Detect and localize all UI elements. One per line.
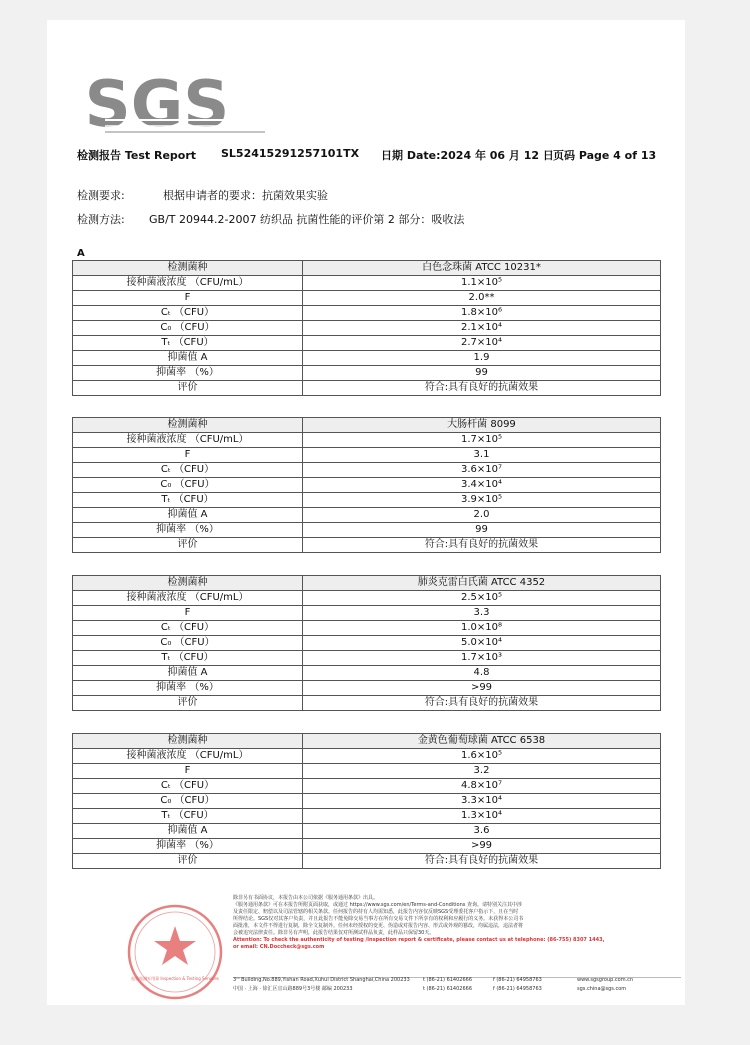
row-value: 2.1×10⁴ — [303, 321, 661, 336]
table-row — [73, 463, 661, 478]
row-label: F — [73, 291, 303, 306]
sgs-logo-text: SGS — [84, 68, 230, 142]
row-label: 评价 — [73, 854, 303, 869]
table-row — [73, 621, 661, 636]
telephone: t (86-21) 61402666 — [423, 986, 473, 992]
row-value: 5.0×10⁴ — [303, 636, 661, 651]
row-value: 2.7×10⁴ — [303, 336, 661, 351]
doccheck-email[interactable]: or email: CN.Doccheck@sgs.com — [233, 944, 325, 950]
fax-block — [493, 976, 542, 994]
address-cn: 中国 · 上海 · 徐汇区宜山路889号3号楼 邮编 200233 — [233, 986, 353, 992]
table-row — [73, 779, 661, 794]
row-value: 2.0 — [303, 508, 661, 523]
row-label: Tₜ （CFU） — [73, 809, 303, 824]
table-row — [73, 794, 661, 809]
row-value: 2.5×10⁵ — [303, 591, 661, 606]
table-row — [73, 321, 661, 336]
table-row — [73, 291, 661, 306]
legal-line: 所得结论。SGS仅对其客户负责，并且此报告不能免除交易当事方在所有交易文件下所享有的权利和应履行的义务。未获得本公司书 — [233, 916, 524, 922]
telephone: t (86-21) 61402666 — [423, 977, 473, 983]
website-link[interactable]: www.sgsgroup.com.cn — [577, 977, 634, 983]
official-stamp — [119, 896, 231, 1008]
table-row — [73, 824, 661, 839]
row-label: 抑菌值 A — [73, 508, 303, 523]
row-value: 1.1×10⁵ — [303, 276, 661, 291]
row-value: 1.8×10⁶ — [303, 306, 661, 321]
table-row — [73, 651, 661, 666]
legal-notice — [233, 895, 681, 951]
row-label: Tₜ （CFU） — [73, 336, 303, 351]
test-requirement — [77, 187, 328, 203]
table-row — [73, 366, 661, 381]
row-value: 3.6 — [303, 824, 661, 839]
row-value: 4.8×10⁷ — [303, 779, 661, 794]
legal-line: 《服务通用条款》可在本报告所附页面获取，或通过 https://www.sgs.com/en/Terms-and-Conditions 查询。请特别关注其中涉 — [233, 902, 522, 908]
table-row — [73, 749, 661, 764]
report-page — [47, 20, 685, 1005]
table-row — [73, 381, 661, 396]
row-label: 评价 — [73, 381, 303, 396]
row-value: 3.1 — [303, 448, 661, 463]
row-value: >99 — [303, 681, 661, 696]
table-header-row — [73, 261, 661, 276]
fax: f (86-21) 64958763 — [493, 986, 542, 992]
page-number: 页码 Page 4 of 13 — [553, 149, 657, 162]
row-label: 接种菌液浓度 （CFU/mL） — [73, 433, 303, 448]
legal-line: 面批准，本文件不得进行复制，除全文复制外。任何未经授权的变更、伪造或对报告内容、形式或外观的篡改，均属违法，违法者将 — [233, 923, 524, 929]
telephone-block — [423, 976, 472, 994]
requirement-label: 检测要求: — [77, 189, 125, 202]
stamp-text: 检验检测专用章 Inspection & Testing Services — [131, 976, 219, 981]
row-value: 符合:具有良好的抗菌效果 — [303, 696, 661, 711]
row-label: 接种菌液浓度 （CFU/mL） — [73, 591, 303, 606]
table-row — [73, 523, 661, 538]
row-value: 符合:具有良好的抗菌效果 — [303, 381, 661, 396]
footer — [47, 890, 685, 1005]
address-block — [233, 976, 410, 994]
row-value: 2.0** — [303, 291, 661, 306]
row-label: Tₜ （CFU） — [73, 651, 303, 666]
results-table-3 — [72, 575, 661, 711]
address-en: 3ʳᵈ Building,No.889,Yishan Road,Xuhui District Shanghai,China 200233 — [233, 977, 410, 983]
contact-email[interactable]: sgs.china@sgs.com — [577, 986, 627, 992]
report-label: 检测报告 Test Report — [77, 149, 197, 162]
table-row — [73, 306, 661, 321]
table-row — [73, 508, 661, 523]
table-row — [73, 478, 661, 493]
row-value: 99 — [303, 523, 661, 538]
row-value: 1.6×10⁵ — [303, 749, 661, 764]
table-row — [73, 336, 661, 351]
row-label: 评价 — [73, 696, 303, 711]
table-row — [73, 538, 661, 553]
section-label: A — [77, 248, 85, 259]
row-value: 1.9 — [303, 351, 661, 366]
table-row — [73, 809, 661, 824]
row-value: 1.3×10⁴ — [303, 809, 661, 824]
row-value: 3.9×10⁵ — [303, 493, 661, 508]
table-row — [73, 493, 661, 508]
results-table-1 — [72, 260, 661, 396]
row-value: 大肠杆菌 8099 — [303, 418, 661, 433]
table-row — [73, 681, 661, 696]
table-row — [73, 666, 661, 681]
report-date: 日期 Date:2024 年 06 月 12 日 — [381, 149, 554, 162]
row-value: 白色念珠菌 ATCC 10231* — [303, 261, 661, 276]
table-row — [73, 696, 661, 711]
legal-line: 除非另有书面协议，本报告由本公司依据《服务通用条款》出具。 — [233, 895, 379, 901]
table-row — [73, 839, 661, 854]
method-value: GB/T 20944.2-2007 纺织品 抗菌性能的评价第 2 部分：吸收法 — [149, 213, 465, 226]
row-label: 接种菌液浓度 （CFU/mL） — [73, 276, 303, 291]
row-value: 3.6×10⁷ — [303, 463, 661, 478]
table-row — [73, 448, 661, 463]
row-label: Cₜ （CFU） — [73, 306, 303, 321]
table-row — [73, 636, 661, 651]
row-label: 抑菌值 A — [73, 351, 303, 366]
table-row — [73, 606, 661, 621]
row-value: 4.8 — [303, 666, 661, 681]
table-row — [73, 591, 661, 606]
row-value: 3.3 — [303, 606, 661, 621]
row-label: F — [73, 764, 303, 779]
row-label: C₀ （CFU） — [73, 794, 303, 809]
row-value: 金黄色葡萄球菌 ATCC 6538 — [303, 734, 661, 749]
table-row — [73, 433, 661, 448]
test-method — [77, 211, 465, 227]
row-label: C₀ （CFU） — [73, 636, 303, 651]
table-header-row — [73, 734, 661, 749]
row-label: 评价 — [73, 538, 303, 553]
row-value: 3.3×10⁴ — [303, 794, 661, 809]
row-value: 1.0×10⁸ — [303, 621, 661, 636]
row-label: 抑菌值 A — [73, 824, 303, 839]
method-label: 检测方法: — [77, 213, 125, 226]
attention-line: Attention: To check the authenticity of testing /inspection report & certificate, please contact us at telephone: (86-755) 8307 1443, — [233, 937, 605, 943]
row-label: Cₜ （CFU） — [73, 779, 303, 794]
row-label: Cₜ （CFU） — [73, 621, 303, 636]
row-value: 3.4×10⁴ — [303, 478, 661, 493]
fax: f (86-21) 64958763 — [493, 977, 542, 983]
row-value: 3.2 — [303, 764, 661, 779]
table-row — [73, 276, 661, 291]
legal-line: 及责任限定、赔偿以及司法管辖的相关条款。任何报告的持有人均需知悉，此报告内容仅反映SGS受理委托客户指示下，且在当时 — [233, 909, 519, 915]
report-number: SL52415291257101TX — [221, 147, 360, 160]
row-label: 检测菌种 — [73, 576, 303, 591]
table-header-row — [73, 418, 661, 433]
row-label: C₀ （CFU） — [73, 478, 303, 493]
row-value: 99 — [303, 366, 661, 381]
table-header-row — [73, 576, 661, 591]
row-label: 检测菌种 — [73, 418, 303, 433]
row-value: 肺炎克雷白氏菌 ATCC 4352 — [303, 576, 661, 591]
requirement-value: 根据申请者的要求：抗菌效果实验 — [163, 189, 328, 202]
row-label: 接种菌液浓度 （CFU/mL） — [73, 749, 303, 764]
row-label: Tₜ （CFU） — [73, 493, 303, 508]
row-label: 抑菌率 （%） — [73, 839, 303, 854]
row-label: 检测菌种 — [73, 734, 303, 749]
results-table-4 — [72, 733, 661, 869]
row-label: 抑菌率 （%） — [73, 523, 303, 538]
row-label: Cₜ （CFU） — [73, 463, 303, 478]
legal-line: 会被追究法律责任。除非另有声明，此报告结果仅对所测试样品负责，此样品只保留30天。 — [233, 930, 435, 936]
row-label: 抑菌率 （%） — [73, 681, 303, 696]
row-label: F — [73, 606, 303, 621]
row-value: 符合:具有良好的抗菌效果 — [303, 854, 661, 869]
results-table-2 — [72, 417, 661, 553]
row-label: C₀ （CFU） — [73, 321, 303, 336]
row-value: >99 — [303, 839, 661, 854]
row-value: 1.7×10⁵ — [303, 433, 661, 448]
row-label: 抑菌值 A — [73, 666, 303, 681]
row-label: F — [73, 448, 303, 463]
table-row — [73, 854, 661, 869]
row-value: 1.7×10³ — [303, 651, 661, 666]
table-row — [73, 764, 661, 779]
row-label: 抑菌率 （%） — [73, 366, 303, 381]
web-block — [577, 976, 633, 994]
row-label: 检测菌种 — [73, 261, 303, 276]
table-row — [73, 351, 661, 366]
sgs-logo — [84, 60, 265, 142]
row-value: 符合:具有良好的抗菌效果 — [303, 538, 661, 553]
